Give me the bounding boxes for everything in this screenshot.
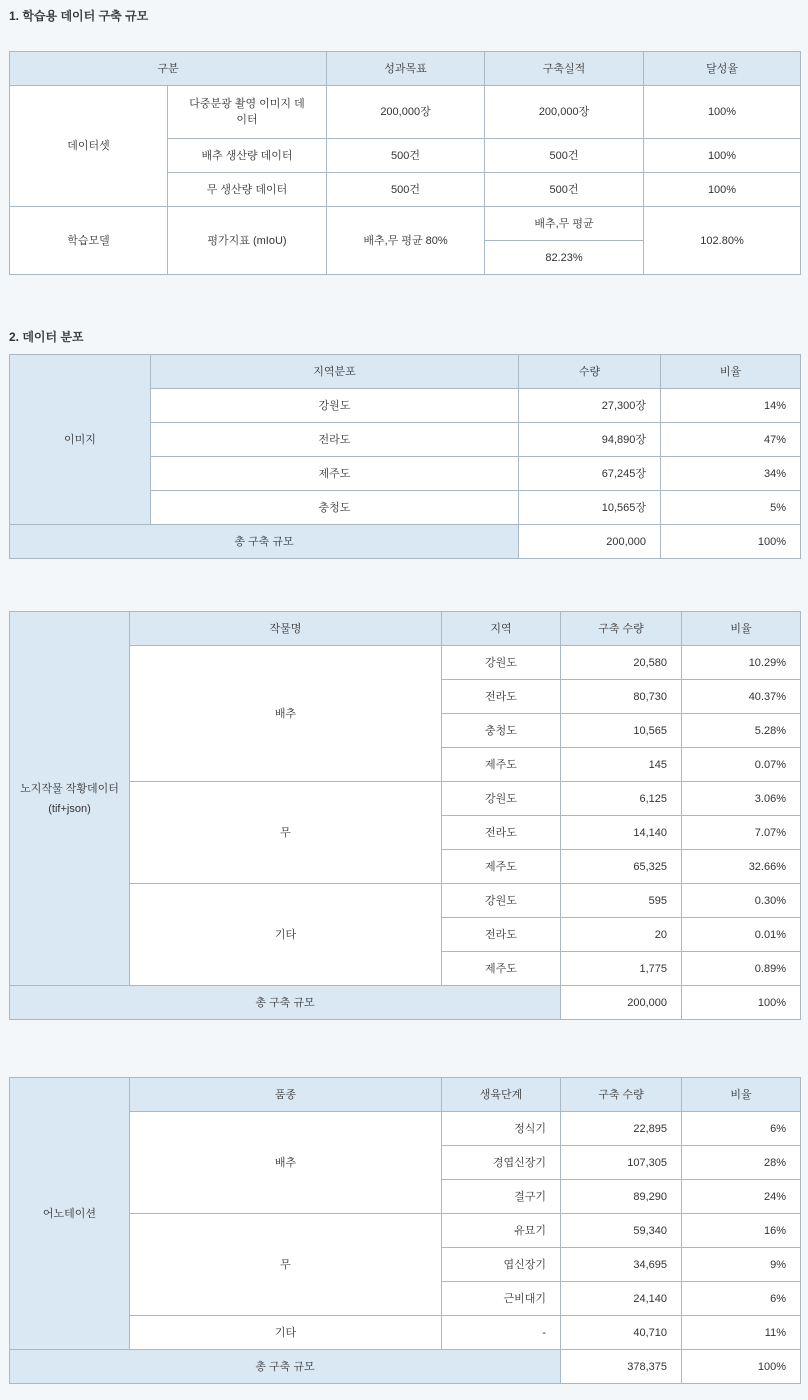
ratio-cell: 40.37% <box>682 680 801 714</box>
dataset-name: 배추 생산량 데이터 <box>168 139 327 173</box>
crop-name: 무 <box>130 782 442 884</box>
table-row <box>10 207 801 241</box>
dataset-name: 무 생산량 데이터 <box>168 173 327 207</box>
header-qty: 수량 <box>519 355 661 389</box>
region-cell: 전라도 <box>442 680 561 714</box>
region-cell: 제주도 <box>442 748 561 782</box>
header-ratio: 비율 <box>661 355 801 389</box>
qty-cell: 20 <box>561 918 682 952</box>
header-qty: 구축 수량 <box>561 1078 682 1112</box>
total-qty: 200,000 <box>519 525 661 559</box>
total-row <box>10 525 801 559</box>
crop-distribution-table <box>9 611 801 1020</box>
variety-name: 무 <box>130 1214 442 1316</box>
ratio-cell: 24% <box>682 1180 801 1214</box>
ratio-cell: 5% <box>661 491 801 525</box>
ratio-cell: 0.30% <box>682 884 801 918</box>
model-label: 학습모델 <box>10 207 168 275</box>
region-cell: 전라도 <box>442 816 561 850</box>
ratio-cell: 0.07% <box>682 748 801 782</box>
qty-cell: 34,695 <box>561 1248 682 1282</box>
dataset-target: 500건 <box>327 139 485 173</box>
ratio-cell: 28% <box>682 1146 801 1180</box>
qty-cell: 145 <box>561 748 682 782</box>
header-actual: 구축실적 <box>485 52 644 86</box>
ratio-cell: 47% <box>661 423 801 457</box>
dataset-label: 데이터셋 <box>10 86 168 207</box>
qty-cell: 24,140 <box>561 1282 682 1316</box>
total-qty: 378,375 <box>561 1350 682 1384</box>
ratio-cell: 3.06% <box>682 782 801 816</box>
image-label: 이미지 <box>10 355 151 525</box>
ratio-cell: 0.01% <box>682 918 801 952</box>
total-label: 총 구축 규모 <box>10 1350 561 1384</box>
qty-cell: 1,775 <box>561 952 682 986</box>
qty-cell: 80,730 <box>561 680 682 714</box>
qty-cell: 595 <box>561 884 682 918</box>
qty-cell: 20,580 <box>561 646 682 680</box>
stage-cell: 정식기 <box>442 1112 561 1146</box>
table-row <box>10 86 801 139</box>
crop-data-label: 노지작물 작황데이터 (tif+json) <box>10 612 130 986</box>
region-cell: 전라도 <box>151 423 519 457</box>
total-qty: 200,000 <box>561 986 682 1020</box>
qty-cell: 10,565 <box>561 714 682 748</box>
model-actual-label: 배추,무 평균 <box>485 207 644 241</box>
ratio-cell: 16% <box>682 1214 801 1248</box>
build-scale-table <box>9 51 801 275</box>
qty-cell: 67,245장 <box>519 457 661 491</box>
stage-cell: 근비대기 <box>442 1282 561 1316</box>
stage-cell: - <box>442 1316 561 1350</box>
dataset-target: 500건 <box>327 173 485 207</box>
model-metric: 평가지표 (mIoU) <box>168 207 327 275</box>
image-distribution-table <box>9 354 801 559</box>
table-header-row <box>10 52 801 86</box>
model-rate: 102.80% <box>644 207 801 275</box>
header-qty: 구축 수량 <box>561 612 682 646</box>
header-region: 지역 <box>442 612 561 646</box>
header-variety: 품종 <box>130 1078 442 1112</box>
ratio-cell: 0.89% <box>682 952 801 986</box>
dataset-rate: 100% <box>644 139 801 173</box>
total-label: 총 구축 규모 <box>10 986 561 1020</box>
total-row <box>10 1350 801 1384</box>
region-cell: 강원도 <box>442 646 561 680</box>
qty-cell: 107,305 <box>561 1146 682 1180</box>
stage-cell: 유묘기 <box>442 1214 561 1248</box>
section1-title: 1. 학습용 데이터 구축 규모 <box>9 9 149 23</box>
header-category: 구분 <box>10 52 327 86</box>
stage-cell: 결구기 <box>442 1180 561 1214</box>
dataset-name: 다중분광 촬영 이미지 데이터 <box>168 86 327 139</box>
total-ratio: 100% <box>682 986 801 1020</box>
qty-cell: 89,290 <box>561 1180 682 1214</box>
dataset-rate: 100% <box>644 173 801 207</box>
header-ratio: 비율 <box>682 612 801 646</box>
region-cell: 충청도 <box>442 714 561 748</box>
table-header-row <box>10 1078 801 1112</box>
model-actual-value: 82.23% <box>485 241 644 275</box>
qty-cell: 65,325 <box>561 850 682 884</box>
model-target: 배추,무 평균 80% <box>327 207 485 275</box>
total-row <box>10 986 801 1020</box>
region-cell: 제주도 <box>442 850 561 884</box>
dataset-actual: 500건 <box>485 139 644 173</box>
total-label: 총 구축 규모 <box>10 525 519 559</box>
dataset-actual: 200,000장 <box>485 86 644 139</box>
ratio-cell: 6% <box>682 1282 801 1316</box>
dataset-actual: 500건 <box>485 173 644 207</box>
stage-cell: 경엽신장기 <box>442 1146 561 1180</box>
ratio-cell: 32.66% <box>682 850 801 884</box>
qty-cell: 6,125 <box>561 782 682 816</box>
ratio-cell: 10.29% <box>682 646 801 680</box>
region-cell: 강원도 <box>442 884 561 918</box>
ratio-cell: 11% <box>682 1316 801 1350</box>
variety-name: 기타 <box>130 1316 442 1350</box>
annotation-label: 어노테이션 <box>10 1078 130 1350</box>
dataset-rate: 100% <box>644 86 801 139</box>
stage-cell: 엽신장기 <box>442 1248 561 1282</box>
ratio-cell: 7.07% <box>682 816 801 850</box>
ratio-cell: 5.28% <box>682 714 801 748</box>
variety-name: 배추 <box>130 1112 442 1214</box>
crop-name: 기타 <box>130 884 442 986</box>
region-cell: 강원도 <box>151 389 519 423</box>
region-cell: 제주도 <box>442 952 561 986</box>
qty-cell: 59,340 <box>561 1214 682 1248</box>
region-cell: 제주도 <box>151 457 519 491</box>
qty-cell: 94,890장 <box>519 423 661 457</box>
qty-cell: 14,140 <box>561 816 682 850</box>
ratio-cell: 9% <box>682 1248 801 1282</box>
header-stage: 생육단계 <box>442 1078 561 1112</box>
dataset-target: 200,000장 <box>327 86 485 139</box>
total-ratio: 100% <box>682 1350 801 1384</box>
ratio-cell: 6% <box>682 1112 801 1146</box>
header-crop: 작물명 <box>130 612 442 646</box>
table-header-row <box>10 612 801 646</box>
header-rate: 달성율 <box>644 52 801 86</box>
total-ratio: 100% <box>661 525 801 559</box>
header-target: 성과목표 <box>327 52 485 86</box>
table-header-row <box>10 355 801 389</box>
qty-cell: 27,300장 <box>519 389 661 423</box>
qty-cell: 40,710 <box>561 1316 682 1350</box>
region-cell: 전라도 <box>442 918 561 952</box>
header-ratio: 비율 <box>682 1078 801 1112</box>
crop-name: 배추 <box>130 646 442 782</box>
region-cell: 충청도 <box>151 491 519 525</box>
qty-cell: 10,565장 <box>519 491 661 525</box>
region-cell: 강원도 <box>442 782 561 816</box>
annotation-distribution-table <box>9 1077 801 1384</box>
ratio-cell: 34% <box>661 457 801 491</box>
qty-cell: 22,895 <box>561 1112 682 1146</box>
ratio-cell: 14% <box>661 389 801 423</box>
header-region: 지역분포 <box>151 355 519 389</box>
section2-title: 2. 데이터 분포 <box>9 330 84 344</box>
